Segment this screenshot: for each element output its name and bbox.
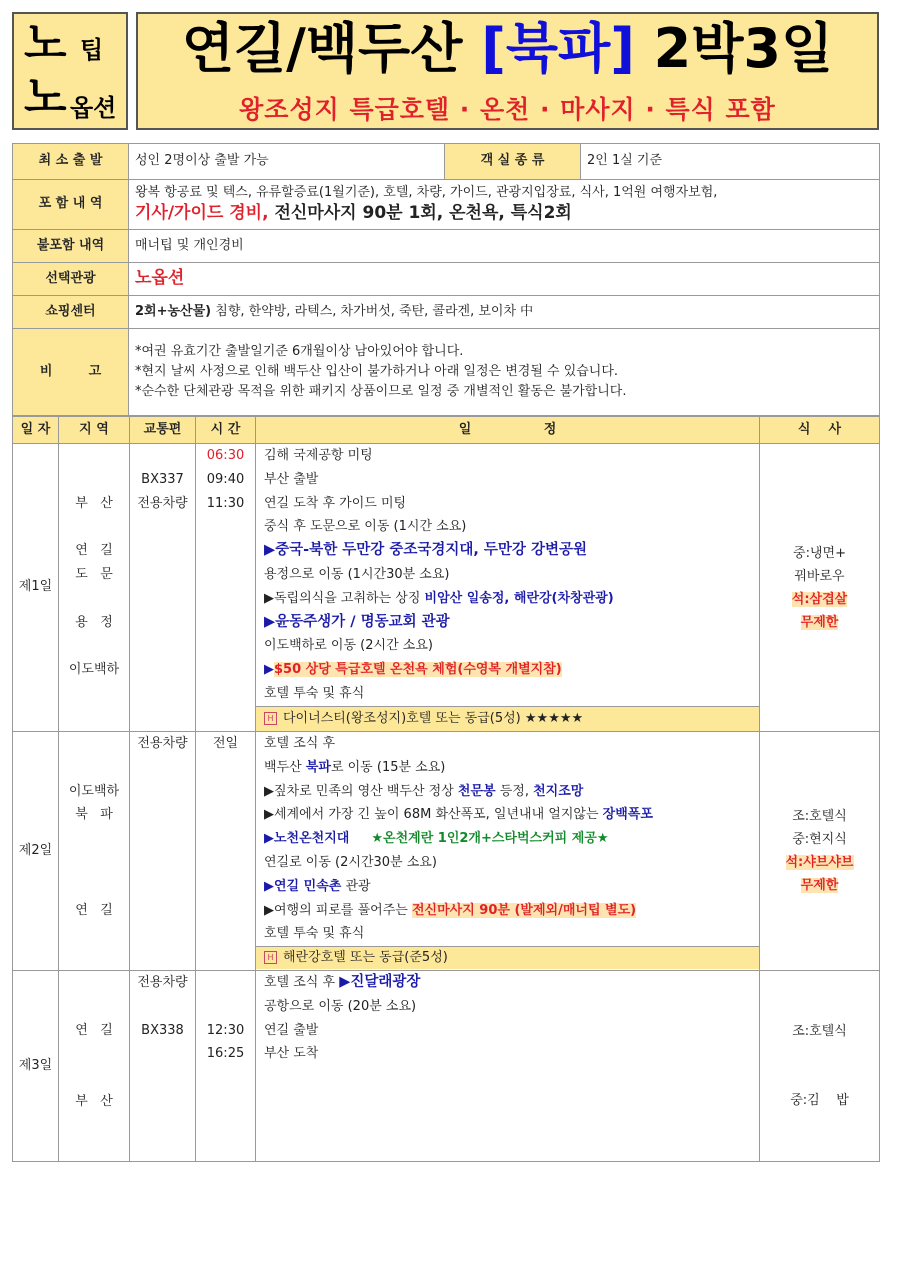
- schedule-highlight: 비암산 일송정, 해란강(차창관광): [424, 590, 614, 606]
- day1-region: 용 정: [75, 614, 113, 630]
- exclude-value: 매너팁 및 개인경비: [129, 230, 880, 263]
- schedule-line: 연길 출발: [264, 1022, 319, 1038]
- day2-regions: [59, 732, 130, 971]
- day3-transport: [130, 970, 196, 1161]
- schedule-line: 연길 도착 후 가이드 미팅: [264, 495, 407, 511]
- hotel-icon: H: [264, 712, 277, 725]
- day1-label: 제1일: [13, 444, 59, 732]
- header-day: 일 자: [13, 417, 59, 444]
- header-transport: 교통편: [130, 417, 196, 444]
- schedule-line: [256, 875, 759, 899]
- schedule-text: ▶세계에서 가장 긴 높이 68M 화산폭포, 일년내내 얼지않는: [264, 807, 603, 823]
- hotel-line: [256, 946, 759, 969]
- schedule-highlight: ▶노천온천지대: [264, 831, 350, 847]
- schedule-line: [256, 971, 759, 995]
- meal-special: 석:삼겹살: [791, 591, 848, 607]
- day1-transport: [130, 444, 196, 732]
- hotel-line: [256, 706, 759, 731]
- schedule-line: [256, 780, 759, 804]
- exclude-label: 불포함 내역: [13, 230, 129, 263]
- schedule-line: ▶윤동주생가 / 명동교회 관광: [264, 613, 450, 630]
- logo-text-option: 옵션: [70, 94, 117, 122]
- day2-time: 전일: [196, 732, 256, 971]
- option-value: 노옵션: [129, 263, 880, 296]
- title-part1: 연길/백두산: [181, 17, 482, 80]
- flight-code: BX337: [141, 471, 184, 487]
- time-value: 12:30: [206, 1022, 245, 1038]
- day1-region: 도 문: [75, 566, 113, 582]
- schedule-highlight: 전신마사지 90분 (발제외/매너팁 별도): [411, 902, 637, 918]
- schedule-text: 백두산: [264, 759, 306, 775]
- meal-line: 중:김 밥: [790, 1093, 849, 1109]
- schedule-line: [256, 587, 759, 611]
- meal-special: 무제한: [800, 877, 839, 893]
- schedule-text: ▶여행의 피로를 풀어주는: [264, 902, 412, 918]
- schedule-highlight: $50 상당 특급호텔 온천욕 체험(수영복 개별지참): [274, 662, 562, 678]
- logo-text-no2: 노: [24, 72, 67, 123]
- day1-times: [196, 444, 256, 732]
- schedule-line: 용정으로 이동 (1시간30분 소요): [264, 566, 450, 582]
- day2-schedule: [256, 732, 760, 971]
- schedule-text: ▶짚차로 민족의 영산 백두산 정상: [264, 783, 458, 799]
- schedule-highlight: ▶진달래광장: [339, 973, 421, 990]
- include-red: 기사/가이드 경비,: [135, 202, 269, 223]
- schedule-line: 김해 국제공항 미팅: [264, 448, 373, 463]
- schedule-line: 중식 후 도문으로 이동 (1시간 소요): [264, 519, 467, 535]
- flight-code: BX338: [141, 1022, 184, 1038]
- note-1: *여권 유효기간 출발일기준 6개월이상 남아있어야 합니다.: [135, 344, 464, 359]
- include-label: 포 함 내 역: [13, 180, 129, 230]
- day2-meal: [760, 732, 880, 971]
- schedule-table: [12, 416, 880, 1162]
- logo-box: [12, 12, 128, 130]
- schedule-line: 호텔 투숙 및 휴식: [264, 685, 365, 701]
- page-title: [138, 18, 877, 80]
- schedule-line: 호텔 투숙 및 휴식: [264, 926, 365, 942]
- transport-type: 전용차량: [137, 495, 188, 511]
- header-meal: 식 사: [760, 417, 880, 444]
- time-value: 09:40: [206, 471, 245, 487]
- include-line2: 전신마사지 90분 1회, 온천욕, 특식2회: [268, 202, 572, 223]
- schedule-line: 이도백하로 이동 (2시간 소요): [264, 638, 433, 654]
- day1-regions: [59, 444, 130, 732]
- day2-region: 연 길: [75, 902, 113, 918]
- notes: [129, 329, 880, 416]
- transport-type: 전용차량: [137, 974, 188, 990]
- room-value: 2인 1실 기준: [581, 144, 880, 180]
- day2-label: 제2일: [13, 732, 59, 971]
- page-subtitle: 왕조성지 특급호텔 · 온천 · 마사지 · 특식 포함: [239, 95, 776, 124]
- time-value: 06:30: [206, 448, 245, 463]
- meal-line: 조:호텔식: [792, 808, 847, 824]
- info-table: [12, 143, 880, 416]
- day2-region: 이도백하: [68, 783, 120, 799]
- meal-line: 중:현지식: [792, 831, 847, 847]
- min-depart-value: 성인 2명이상 출발 가능: [129, 144, 445, 180]
- schedule-highlight: 천문봉: [457, 783, 496, 799]
- note-label: 비 고: [13, 329, 129, 416]
- time-value: 11:30: [206, 495, 245, 511]
- day1-meal: [760, 444, 880, 732]
- shop-label: 쇼핑센터: [13, 296, 129, 329]
- shop-items: 침향, 한약방, 라텍스, 차가버섯, 죽탄, 콜라겐, 보이차 中: [211, 303, 534, 319]
- day3-schedule: [256, 970, 760, 1161]
- day3-region: 부 산: [75, 1093, 113, 1109]
- note-3: *순수한 단체관광 목적을 위한 패키지 상품이므로 일정 중 개별적인 활동은 불가합니다.: [135, 384, 627, 399]
- hotel-name: 해란강호텔 또는 동급(준5성): [283, 950, 448, 966]
- hotel-icon: H: [264, 951, 277, 964]
- schedule-line: ▶중국-북한 두만강 중조국경지대, 두만강 강변공원: [264, 542, 588, 559]
- day1-region: 연 길: [75, 543, 113, 559]
- shop-value: [129, 296, 880, 329]
- schedule-line: 부산 도착: [264, 1046, 319, 1062]
- title-part2: 2박3일: [634, 17, 834, 80]
- schedule-line: [256, 658, 759, 682]
- schedule-text: ▶독립의식을 고취하는 상징: [264, 590, 425, 606]
- schedule-highlight: 북파: [305, 759, 331, 775]
- meal-line: 조:호텔식: [792, 1024, 847, 1040]
- meal-line: 중:냉면+: [793, 545, 846, 561]
- schedule-line: [256, 827, 759, 851]
- note-2: *현지 날씨 사정으로 인해 백두산 입산이 불가하거나 아래 일정은 변경될 수 있습니다.: [135, 364, 619, 379]
- logo-text-no1: 노: [24, 18, 67, 69]
- shop-count: 2회+농산물): [135, 303, 212, 319]
- time-value: 16:25: [206, 1046, 245, 1062]
- schedule-line: 연길로 이동 (2시간30분 소요): [264, 854, 437, 870]
- day3-regions: [59, 970, 130, 1161]
- day3-region: 연 길: [75, 1022, 113, 1038]
- header-region: 지 역: [59, 417, 130, 444]
- schedule-bonus: ★온천계란 1인2개+스타벅스커피 제공★: [371, 831, 609, 847]
- day3-meal: [760, 970, 880, 1161]
- schedule-line: 호텔 조식 후: [264, 736, 336, 751]
- schedule-text: 로 이동 (15분 소요): [330, 759, 446, 775]
- bullet: ▶: [264, 662, 274, 678]
- option-label: 선택관광: [13, 263, 129, 296]
- schedule-line: [256, 803, 759, 827]
- day1-region: 부 산: [75, 495, 113, 511]
- day3-label: 제3일: [13, 970, 59, 1161]
- include-value: [129, 180, 880, 230]
- schedule-text: 등정,: [495, 783, 534, 799]
- meal-special: 무제한: [800, 614, 839, 630]
- hotel-name: 다이너스티(왕조성지)호텔 또는 동급(5성) ★★★★★: [283, 710, 584, 726]
- header-schedule: 일 정: [256, 417, 760, 444]
- schedule-line: [256, 756, 759, 780]
- min-depart-label: 최 소 출 발: [13, 144, 129, 180]
- title-bukpa: [북파]: [481, 17, 635, 80]
- header-time: 시 간: [196, 417, 256, 444]
- schedule-highlight: 연길 민속촌: [274, 878, 342, 894]
- schedule-text: 호텔 조식 후: [264, 974, 340, 990]
- day3-times: [196, 970, 256, 1161]
- day1-region: 이도백하: [68, 662, 120, 678]
- schedule-line: [256, 899, 759, 923]
- logo-text-tip: 팁: [80, 36, 104, 64]
- schedule-highlight: 천지조망: [533, 783, 584, 799]
- title-box: [136, 12, 879, 130]
- day2-region: 북 파: [75, 807, 113, 823]
- meal-line: 꿔바로우: [794, 568, 845, 584]
- meal-special: 석:샤브샤브: [785, 854, 854, 870]
- bullet: ▶: [264, 878, 274, 894]
- day2-transport: 전용차량: [130, 732, 196, 971]
- include-line1: 왕복 항공료 및 텍스, 유류할증료(1월기준), 호텔, 차량, 가이드, 관광지입장료, 식사, 1억원 여행자보험,: [135, 184, 718, 200]
- room-label: 객 실 종 류: [445, 144, 581, 180]
- schedule-text: 관광: [341, 878, 371, 894]
- schedule-line: 부산 출발: [264, 471, 319, 487]
- day1-schedule: [256, 444, 760, 732]
- schedule-highlight: 장백폭포: [602, 807, 653, 823]
- schedule-line: 공항으로 이동 (20분 소요): [264, 998, 417, 1014]
